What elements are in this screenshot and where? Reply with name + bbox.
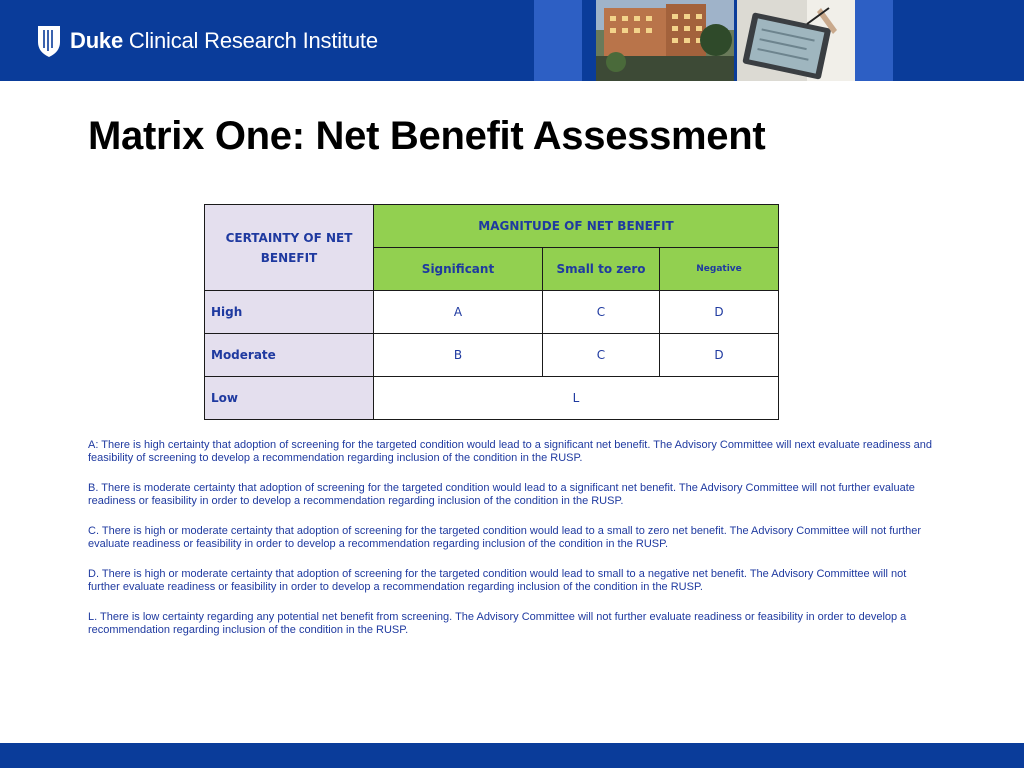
decorative-band [534,0,582,81]
column-header-negative: Negative [660,248,779,291]
row-label-moderate: Moderate [205,334,374,377]
definition-d: D. There is high or moderate certainty that adoption of screening for the targeted condition would lead to small to a negative net benefit. The Advisory Committee will not further evaluate readiness or feasibility in order to develop a recommendation regarding inclusion of the condition in the RUSP. [88,568,907,593]
certainty-header: CERTAINTY OF NET BENEFIT [205,205,374,291]
column-header-small-to-zero: Small to zero [543,248,660,291]
tablet-photo [737,0,855,81]
row-label-high: High [205,291,374,334]
definitions-list [88,439,933,654]
table-cell: C [543,334,660,377]
footer-bar [0,743,1024,768]
row-label-low: Low [205,377,374,420]
building-photo [596,0,734,81]
brand-logo[interactable] [36,24,378,58]
definition-l: L. There is low certainty regarding any potential net benefit from screening. The Advisory Committee will not further evaluate readiness or feasibility in order to develop a recommendation regarding inclusion of the condition in the RUSP. [88,611,907,636]
net-benefit-matrix [204,204,779,420]
column-header-significant: Significant [374,248,543,291]
magnitude-header: MAGNITUDE OF NET BENEFIT [374,205,779,248]
page-title: Matrix One: Net Benefit Assessment [88,114,766,158]
table-cell: C [543,291,660,334]
table-cell: D [660,291,779,334]
decorative-band [855,0,893,81]
table-row [205,291,779,334]
table-cell: B [374,334,543,377]
header-bar [0,0,1024,81]
definition-b: B. There is moderate certainty that adoption of screening for the targeted condition would lead to a significant net benefit. The Advisory Committee will not further evaluate readiness or feasibility in order to develop a recommendation regarding inclusion of the condition in the RUSP. [88,482,915,507]
table-cell: A [374,291,543,334]
definition-c: C. There is high or moderate certainty that adoption of screening for the targeted condition would lead to a small to zero net benefit. The Advisory Committee will not further evaluate readiness or feasibility in order to develop a recommendation regarding inclusion of the condition in the RUSP. [88,525,921,550]
table-cell-merged: L [374,377,779,420]
definition-a: A: There is high certainty that adoption of screening for the targeted condition would lead to a significant net benefit. The Advisory Committee will next evaluate readiness and feasibility of screening to develop a recommendation regarding inclusion of the condition in the RUSP. [88,439,933,464]
duke-shield-icon [36,24,62,58]
table-cell: D [660,334,779,377]
table-row [205,334,779,377]
brand-name: Duke Clinical Research Institute [70,28,378,53]
table-row [205,377,779,420]
